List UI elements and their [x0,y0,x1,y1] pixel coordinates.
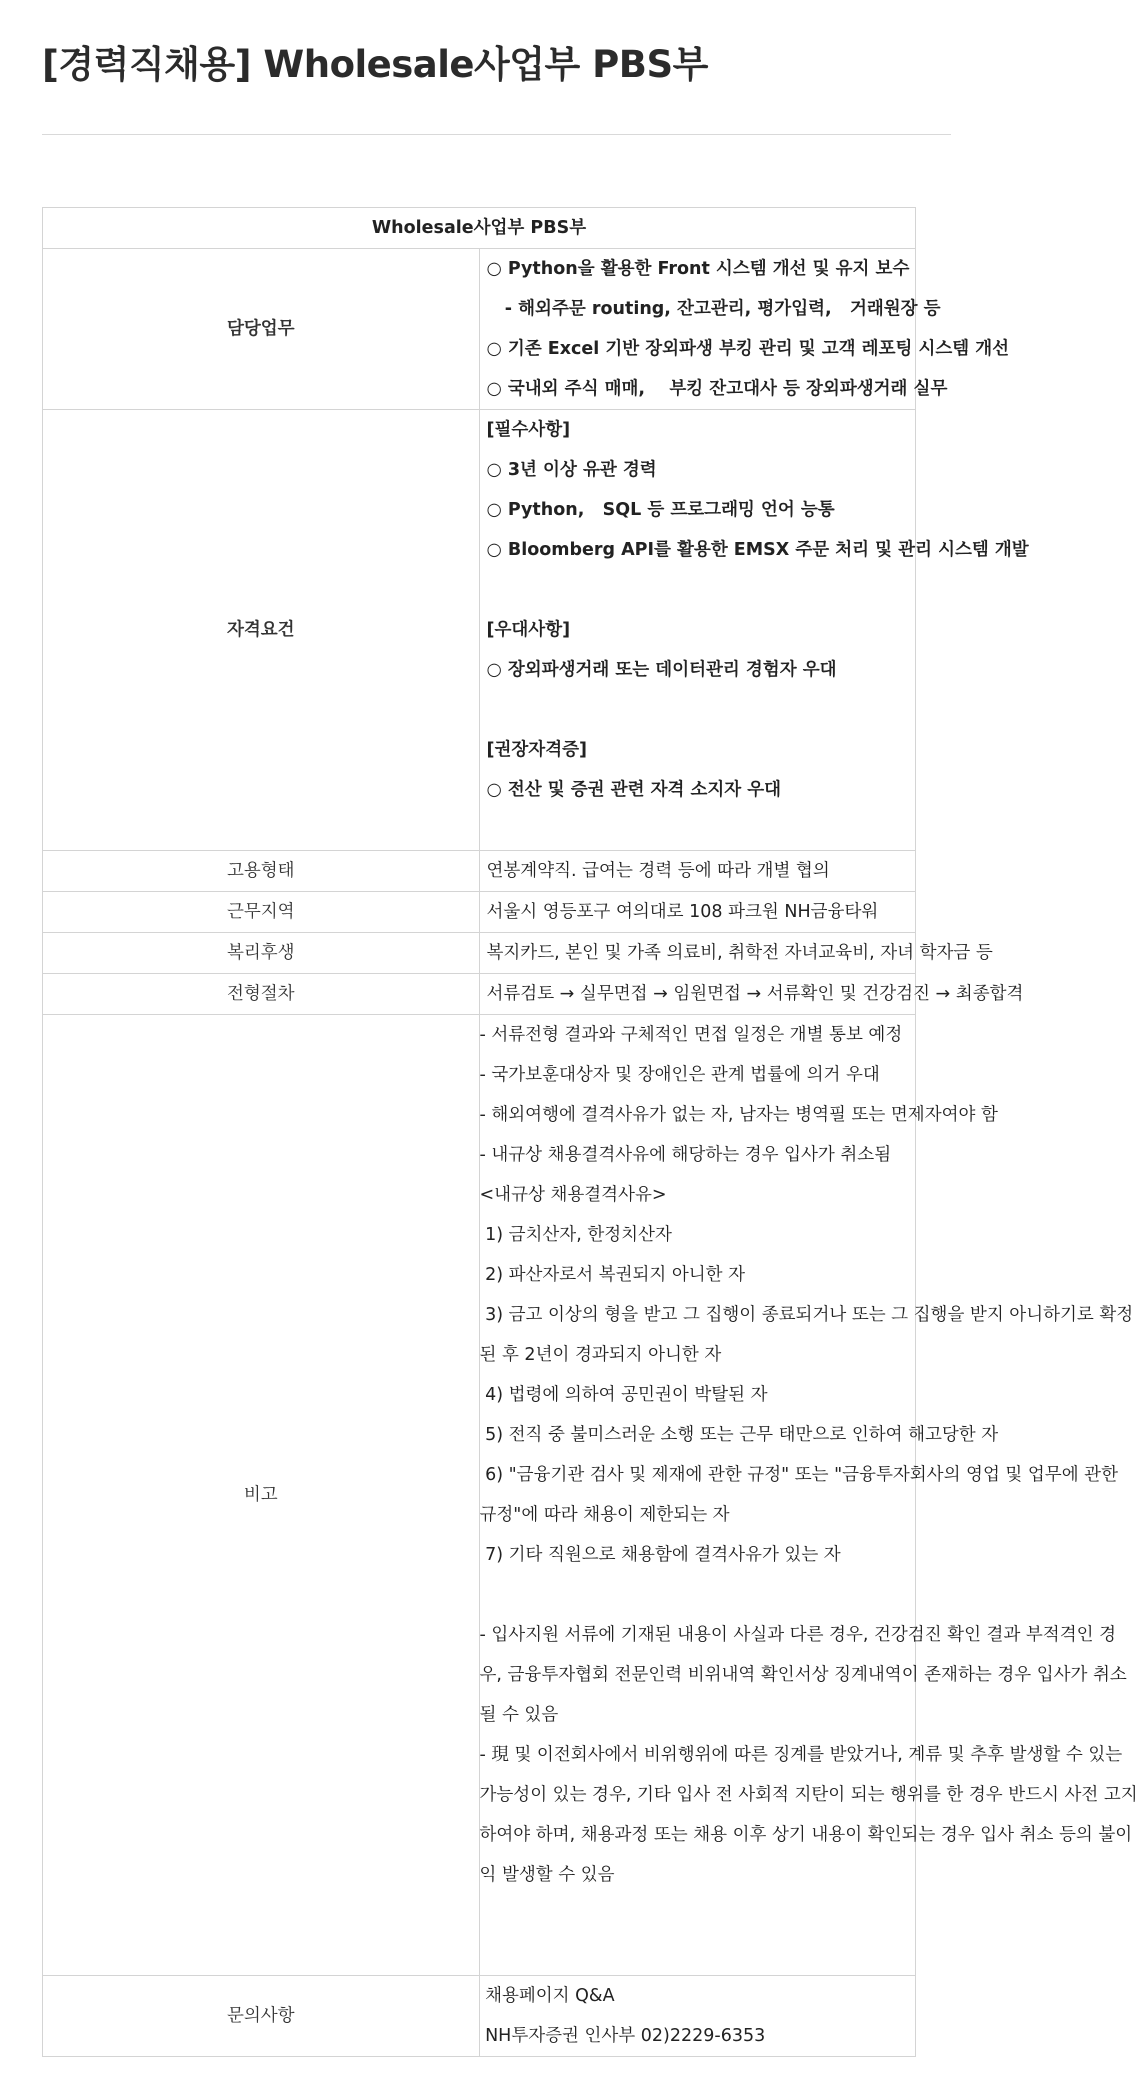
required-item: ○ Python, SQL 등 프로그래밍 언어 능통 [486,500,835,520]
table-header: Wholesale사업부 PBS부 [43,208,916,249]
duties-line: ○ 기존 Excel 기반 장외파생 부킹 관리 및 고객 레포팅 시스템 개선 [486,339,1010,359]
remarks-line: - 現 및 이전회사에서 비위행위에 따른 징계를 받았거나, 계류 및 추후 발생할 수 있는 [479,1745,1123,1765]
process-text: 서류검토 → 실무면접 → 임원면접 → 서류확인 및 건강검진 → 최종합격 [486,984,1024,1004]
required-title: [필수사항] [486,420,571,440]
page-title: [경력직채용] Wholesale사업부 PBS부 [42,43,708,86]
spacer [487,570,912,610]
spacer [480,1935,912,1975]
title-divider [42,134,951,135]
duties-label: 담당업무 [43,249,480,410]
location-text: 서울시 영등포구 여의대로 108 파크원 NH금융타워 [486,902,879,922]
remarks-line: - 서류전형 결과와 구체적인 면접 일정은 개별 통보 예정 [479,1025,903,1045]
remarks-line: 가능성이 있는 경우, 기타 입사 전 사회적 지탄이 되는 행위를 한 경우 반드시 사전 고지 [479,1785,1138,1805]
contact-row [43,1976,916,2057]
remarks-line: 될 수 있음 [479,1705,559,1725]
remarks-line: 하여야 하며, 채용과정 또는 채용 이후 상기 내용이 확인되는 경우 입사 취소 등의 불이 [479,1825,1133,1845]
process-row [43,974,916,1015]
duties-line: ○ 국내외 주식 매매, 부킹 잔고대사 등 장외파생거래 실무 [486,379,948,399]
location-row [43,892,916,933]
employment-type-label: 고용형태 [43,851,480,892]
remarks-line: 7) 기타 직원으로 채용함에 결격사유가 있는 자 [479,1545,841,1565]
preferred-item: ○ 장외파생거래 또는 데이터관리 경험자 우대 [486,660,837,680]
required-item: ○ Bloomberg API를 활용한 EMSX 주문 처리 및 관리 시스템 개발 [486,540,1029,560]
remarks-line: 된 후 2년이 경과되지 아니한 자 [479,1345,722,1365]
certs-title: [권장자격증] [486,740,588,760]
contact-value [479,1976,916,2057]
spacer [480,1575,912,1615]
remarks-line: 3) 금고 이상의 형을 받고 그 집행이 종료되거나 또는 그 집행을 받지 아니하기로 확정 [479,1305,1134,1325]
remarks-label: 비고 [43,1015,480,1976]
table-header-row [43,208,916,249]
qualifications-value [479,410,1029,851]
remarks-line: 규정"에 따라 채용이 제한되는 자 [479,1505,730,1525]
location-label: 근무지역 [43,892,480,933]
employment-type-value [479,851,916,892]
benefits-value [479,933,993,974]
remarks-line: 4) 법령에 의하여 공민권이 박탈된 자 [479,1385,768,1405]
spacer [487,690,912,730]
spacer [480,1895,912,1935]
certs-item: ○ 전산 및 증권 관련 자격 소지자 우대 [486,780,782,800]
remarks-line: <내규상 채용결격사유> [479,1185,667,1205]
remarks-line: - 입사지원 서류에 기재된 내용이 사실과 다른 경우, 건강검진 확인 결과 부적격인 경 [479,1625,1116,1645]
remarks-line: 6) "금융기관 검사 및 제재에 관한 규정" 또는 "금융투자회사의 영업 및 업무에 관한 [479,1465,1118,1485]
benefits-row [43,933,916,974]
process-label: 전형절차 [43,974,480,1015]
job-posting-table [42,207,1138,2057]
qualifications-label: 자격요건 [43,410,480,851]
employment-type-text: 연봉계약직. 급여는 경력 등에 따라 개별 협의 [486,861,830,881]
remarks-line: - 해외여행에 결격사유가 없는 자, 남자는 병역필 또는 면제자여야 함 [479,1105,998,1125]
location-value [479,892,916,933]
process-value [479,974,1024,1015]
remarks-row [43,1015,916,1976]
duties-value [479,249,1010,410]
employment-type-row [43,851,916,892]
remarks-line: - 국가보훈대상자 및 장애인은 관계 법률에 의거 우대 [479,1065,880,1085]
remarks-line: 2) 파산자로서 복권되지 아니한 자 [479,1265,746,1285]
qualifications-row [43,410,916,851]
remarks-line: - 내규상 채용결격사유에 해당하는 경우 입사가 취소됨 [479,1145,892,1165]
contact-label: 문의사항 [43,1976,480,2057]
remarks-line: 5) 전직 중 불미스러운 소행 또는 근무 태만으로 인하여 해고당한 자 [479,1425,999,1445]
required-item: ○ 3년 이상 유관 경력 [486,460,657,480]
contact-line: NH투자증권 인사부 02)2229-6353 [479,2026,766,2046]
benefits-text: 복지카드, 본인 및 가족 의료비, 취학전 자녀교육비, 자녀 학자금 등 [486,943,993,963]
duties-line: ○ Python을 활용한 Front 시스템 개선 및 유지 보수 [486,259,910,279]
remarks-line: 우, 금융투자협회 전문인력 비위내역 확인서상 징계내역이 존재하는 경우 입사가 취소 [479,1665,1127,1685]
remarks-line: 1) 금치산자, 한정치산자 [479,1225,672,1245]
spacer [487,810,912,850]
contact-line: 채용페이지 Q&A [479,1986,615,2006]
remarks-line: 익 발생할 수 있음 [479,1865,615,1885]
preferred-title: [우대사항] [486,620,571,640]
duties-row [43,249,916,410]
duties-line: - 해외주문 routing, 잔고관리, 평가입력, 거래원장 등 [486,299,941,319]
benefits-label: 복리후생 [43,933,480,974]
remarks-value [479,1015,1138,1976]
